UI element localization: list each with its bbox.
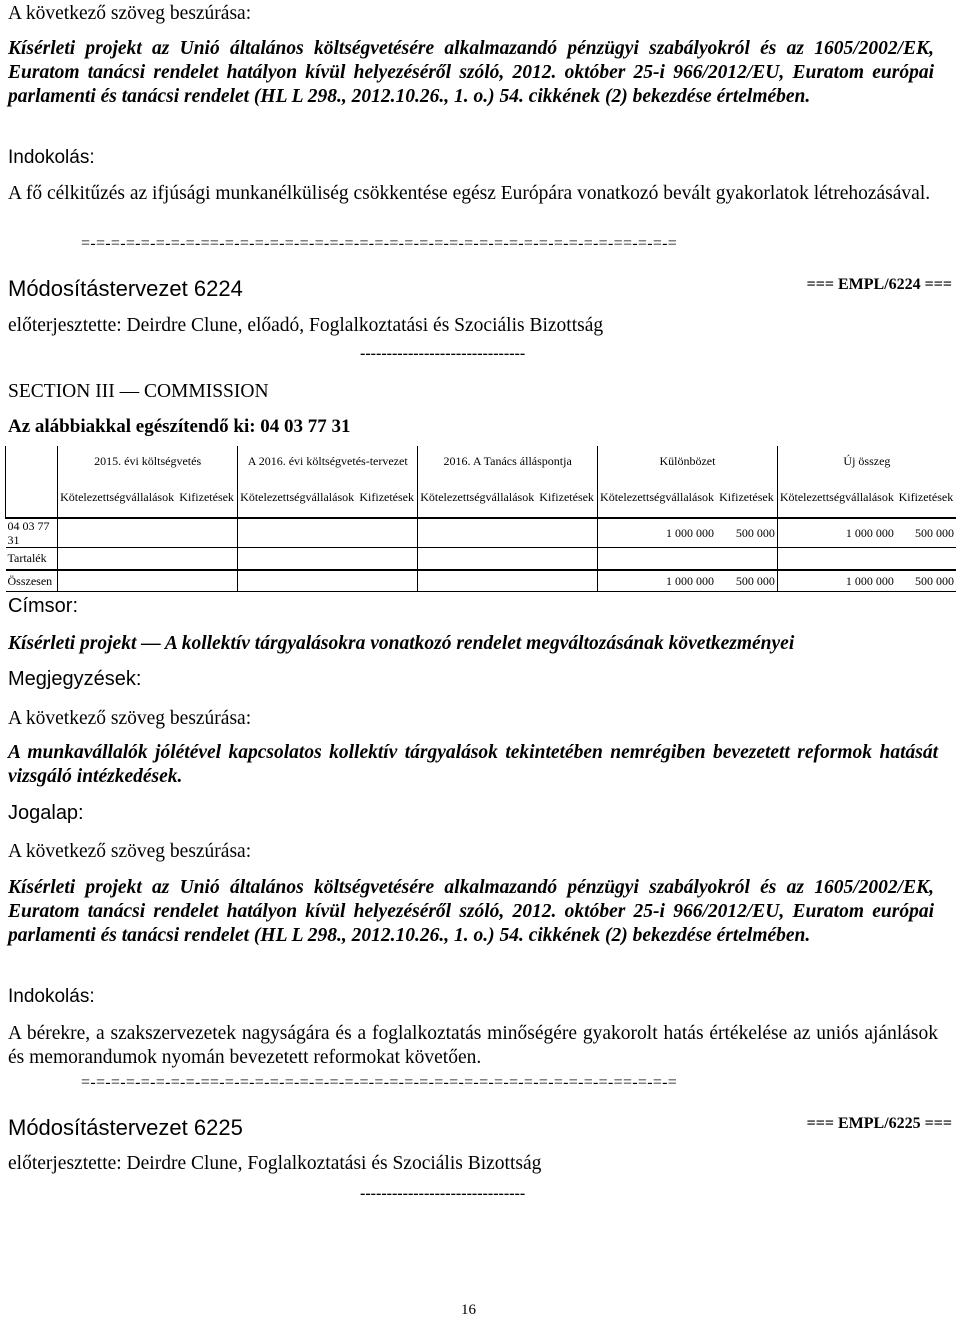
insert-label: A következő szöveg beszúrása: [8,708,252,729]
cell [176,518,238,548]
table-group-header [6,446,957,476]
cell [536,518,597,548]
justification-heading: Indokolás: [8,147,95,168]
legal-basis-text: Kísérleti projekt az Unió általános költségvetésére alkalmazandó pénzügyi szabályokról és az 1605/2002/EK, Euratom tanácsi rendelet hatályon kívül helyezéséről szóló, 2012. október 25-i 966/2012/EU, Euratom európai parlamenti és tanácsi rendelet (HL L 298., 2012.10.26., 1. o.) 54. cikkének (2) bekezdése értelmében. [8,38,934,107]
page-number: 16 [461,1302,476,1318]
sub-commitments: Kötelezettségvállalások [418,476,536,518]
cell [418,518,536,548]
sub-payments: Kifizetések [536,476,597,518]
sub-payments: Kifizetések [716,476,777,518]
row-label: Összesen [6,570,58,592]
separator: =-=-=-=-=-=-=-=-==-=-=-=-=-=-=-=-=-=-=-=-=-=-=-=-=-=-=-=-=-=-=-=-=-=-=-==-=-=-= [81,235,678,252]
cell: 500 000 [896,570,956,592]
cell [58,548,176,570]
sub-payments: Kifizetések [356,476,418,518]
separator: =-=-=-=-=-=-=-=-==-=-=-=-=-=-=-=-=-=-=-=-=-=-=-=-=-=-=-=-=-=-=-=-=-=-=-==-=-=-= [81,1074,678,1091]
insert-label: A következő szöveg beszúrása: [8,841,252,862]
amendment-title: Módosítástervezet 6225 [8,1115,243,1140]
justification-text: A fő célkitűzés az ifjúsági munkanélküliség csökkentése egész Európára vonatkozó bevált gyakorlatok létrehozásával. [8,183,931,204]
cell: 500 000 [915,526,954,540]
title-text: Kísérleti projekt — A kollektív tárgyalásokra vonatkozó rendelet megváltozásának következményei [8,633,795,654]
cell [238,548,356,570]
table-row [6,548,957,570]
budget-table [5,446,956,592]
cell [58,570,176,592]
cell: 1 000 000 [598,518,716,548]
cell [536,548,597,570]
submitted-by: előterjesztette: Deirdre Clune, Foglalkoztatási és Szociális Bizottság [8,1153,542,1174]
cell [176,548,238,570]
remarks-heading: Megjegyzések: [8,668,142,690]
cell [58,518,176,548]
cell [896,548,956,570]
cell [598,548,716,570]
cell [536,570,597,592]
col-group-draft-2016: A 2016. évi költségvetés-tervezet [238,446,418,476]
dash-divider: ------------------------------- [360,345,526,362]
cell [238,570,356,592]
amendment-code: === EMPL/6224 === [806,276,952,293]
sub-commitments: Kötelezettségvállalások [238,476,356,518]
sub-commitments: Kötelezettségvállalások [598,476,716,518]
col-group-council-2016: 2016. A Tanács álláspontja [418,446,598,476]
row-label: Tartalék [6,548,58,570]
table-sub-header [6,476,957,518]
table-row [6,518,957,548]
budget-line: Az alábbiakkal egészítendő ki: 04 03 77 31 [8,416,351,437]
justification-text: A bérekre, a szakszervezetek nagyságára és a foglalkoztatás minőségére gyakorolt hatás értékelése az uniós ajánlások és memorandumok nyomán bevezetett reformokat követően. [8,1023,938,1068]
col-group-difference: Különbözet [598,446,778,476]
table-row [6,570,957,592]
legal-heading: Jogalap: [8,802,84,824]
dash-divider: ------------------------------- [360,1185,526,1202]
sub-payments: Kifizetések [176,476,238,518]
legal-basis-text: Kísérleti projekt az Unió általános költségvetésére alkalmazandó pénzügyi szabályokról és az 1605/2002/EK, Euratom tanácsi rendelet hatályon kívül helyezéséről szóló, 2012. október 25-i 966/2012/EU, Euratom európai parlamenti és tanácsi rendelet (HL L 298., 2012.10.26., 1. o.) 54. cikkének (2) bekezdése értelmében. [8,877,934,946]
insert-label: A következő szöveg beszúrása: [8,3,252,24]
section-label: SECTION III — COMMISSION [8,381,269,402]
cell: 500 000 [716,570,777,592]
col-group-new-amount: Új összeg [777,446,956,476]
cell: 1 000 000 [777,518,895,548]
amendment-title: Módosítástervezet 6224 [8,276,243,301]
cell: 1 000 000 [598,570,716,592]
title-heading: Címsor: [8,595,78,617]
justification-heading: Indokolás: [8,986,95,1007]
sub-payments: Kifizetések [896,476,956,518]
cell [777,548,895,570]
sub-commitments: Kötelezettségvállalások [777,476,895,518]
submitted-by: előterjesztette: Deirdre Clune, előadó, Foglalkoztatási és Szociális Bizottság [8,315,604,336]
sub-commitments: Kötelezettségvállalások [58,476,176,518]
col-group-2015: 2015. évi költségvetés [58,446,238,476]
cell [356,548,418,570]
cell [716,548,777,570]
cell: 1 000 000 [777,570,895,592]
row-label: 04 03 77 31 [7,519,50,547]
cell [356,518,418,548]
amendment-code: === EMPL/6225 === [806,1115,952,1132]
cell [418,570,536,592]
cell [238,518,356,548]
remarks-text: A munkavállalók jólétével kapcsolatos kollektív tárgyalások tekintetében nemrégiben bevezetett reformok hatását vizsgáló intézkedések. [8,742,938,787]
cell [176,570,238,592]
cell [418,548,536,570]
cell: 500 000 [735,526,775,540]
cell [356,570,418,592]
